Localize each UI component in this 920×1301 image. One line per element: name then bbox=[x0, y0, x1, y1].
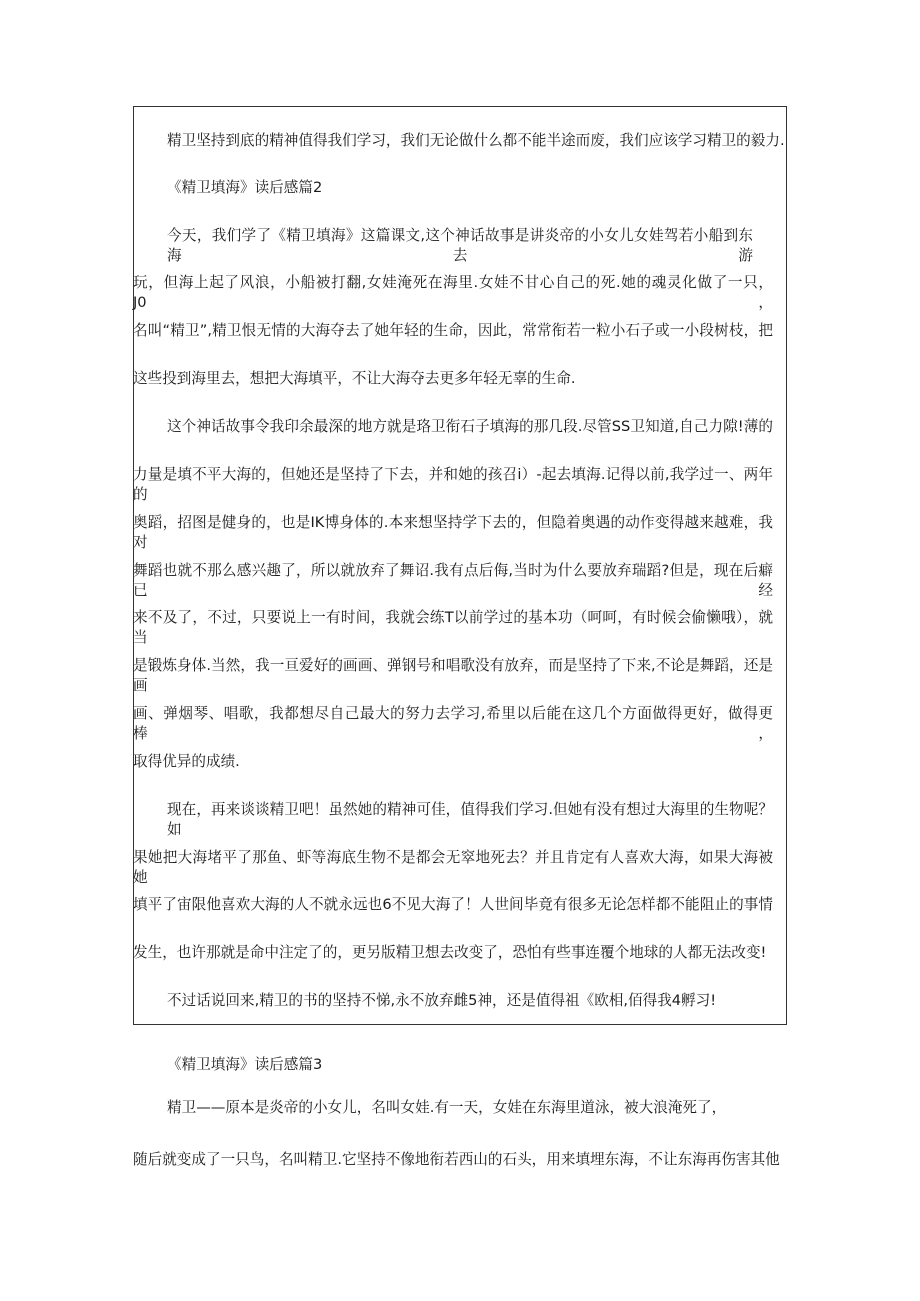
paragraph-line: 发生，也许那就是命中注定了的，更另版精卫想去改变了，恐怕有些事连覆个地球的人都无法改变! bbox=[133, 944, 767, 961]
section-heading: 《精卫填海》读后感篇3 bbox=[167, 1056, 323, 1073]
paragraph-line: 玩，但海上起了风浪，小船被打翻,女娃淹死在海里.女娃不甘心自己的死.她的魂灵化做了一只，J0， bbox=[133, 274, 773, 311]
paragraph-line: 精卫坚持到底的精神值得我们学习，我们无论做什么都不能半途而废，我们应该学习精卫的毅力. bbox=[167, 132, 785, 149]
paragraph-line: 随后就变成了一只鸟，名叫精卫.它坚持不像地衔若西山的石头，用来填埋东海，不让东海再伤害其他 bbox=[133, 1151, 780, 1168]
paragraph-line: 画、弹烟琴、唱歌，我都想尽自己最大的努力去学习,希里以后能在这几个方面做得更好，做得更棒， bbox=[133, 705, 773, 742]
paragraph-line: 不过话说回来,精卫的书的坚持不悌,永不放弃雌5神，还是值得祖《欧相,佰得我4孵习! bbox=[167, 992, 717, 1009]
paragraph-line: 奥蹈，招图是健身的，也是IK博身体的.本来想坚持学下去的，但隐着奥遇的动作变得越来越难，我对 bbox=[133, 514, 773, 551]
paragraph-line: 这个神话故事令我印余最深的地方就是珞卫衔石子填海的那几段.尽管SS卫知道,自己力隙!薄的 bbox=[167, 418, 773, 435]
paragraph-line: 来不及了，不过，只要说上一有时间，我就会练T以前学过的基本功（呵呵，有时候会偷懒哦），就当 bbox=[133, 609, 773, 646]
paragraph-line: 舞蹈也就不那么感兴趣了，所以就放弃了舞诏.我有点后侮,当时为什么要放弃瑞蹈?但是，现在后癖已经 bbox=[133, 562, 773, 599]
paragraph-line: 力量是填不平大海的，但她还是坚持了下去，并和她的孩召i）-起去填海.记得以前,我学过一、两年的 bbox=[133, 466, 773, 503]
paragraph-line: 精卫——原本是炎帝的小女儿，名叫女娃.有一天，女娃在东海里道泳，被大浪淹死了， bbox=[167, 1099, 727, 1116]
paragraph-line: 名叫“精卫”,精卫恨无情的大海夺去了她年轻的生命，因此，常常衔若一粒小石子或一小段树枝，把 bbox=[133, 322, 773, 339]
paragraph-line: 今天，我们学了《精卫填海》这篇课文,这个神话故事是讲炎帝的小女儿女娃驾若小船到东海去游 bbox=[167, 227, 753, 264]
paragraph-line: 果她把大海堵平了那鱼、虾等海底生物不是都会无窣地死去？并且肯定有人喜欢大海，如果大海被她 bbox=[133, 849, 773, 886]
paragraph-line: 现在，再来谈谈精卫吧！虽然她的精神可佳，值得我们学习.但她有没有想过大海里的生物呢？如 bbox=[167, 801, 773, 838]
paragraph-line: 这些投到海里去，想把大海填平，不让大海夺去更多年轻无辜的生命. bbox=[133, 370, 576, 387]
paragraph-line: 填平了宙限他喜欢大海的人不就永远也6不见大海了！人世间毕竟有很多无论怎样都不能阻止的事情 bbox=[133, 896, 773, 913]
paragraph-line: 是锻炼身体.当然，我一亘爱好的画画、弹钢号和唱歌没有放弃，而是坚持了下来,不论是舞蹈，还是画 bbox=[133, 657, 773, 694]
paragraph-line: 取得优异的成绩. bbox=[133, 753, 240, 770]
section-heading: 《精卫填海》读后感篇2 bbox=[167, 179, 323, 196]
